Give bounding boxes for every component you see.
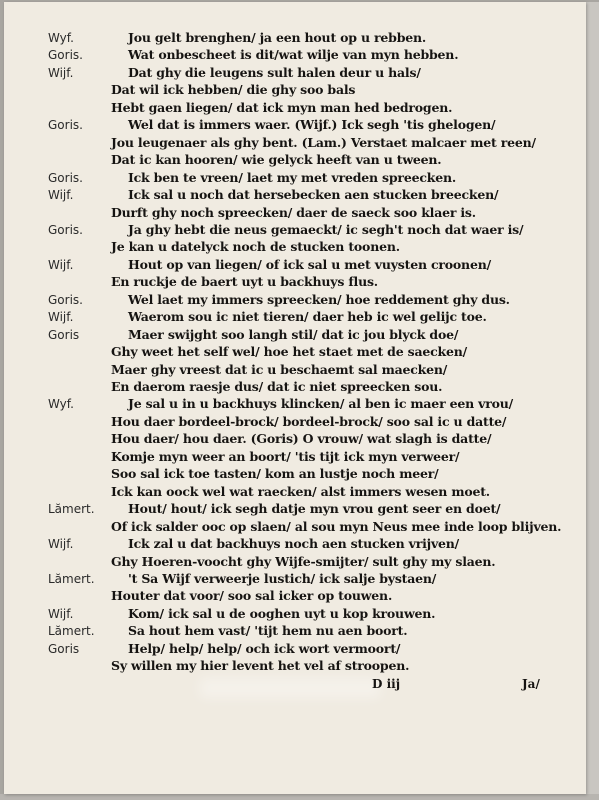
verse-text: Jou leugenaer als ghy bent. (Lam.) Verstaet malcaer met reen/ (111, 134, 536, 150)
verse-text: Dat ic kan hooren/ wie gelyck heeft van u tween. (111, 152, 442, 168)
dialogue-line (4, 187, 586, 204)
verse-text: Wel dat is immers waer. (Wijf.) Ick segh 'tis ghelogen/ (128, 117, 496, 133)
speaker-label: Lămert. (48, 571, 95, 586)
verse-text: Wat onbescheet is dit/wat wilje van myn hebben. (128, 47, 459, 63)
dialogue-line (4, 170, 586, 187)
dialogue-line (4, 222, 586, 239)
dialogue-line (4, 362, 586, 379)
dialogue-line (4, 135, 586, 152)
dialogue-line (4, 449, 586, 466)
dialogue-line (4, 484, 586, 501)
verse-text: Ick ben te vreen/ laet my met vreden spreecken. (128, 169, 456, 185)
verse-text: Ick sal u noch dat hersebecken aen stucken breecken/ (128, 187, 499, 203)
dialogue-line (4, 82, 586, 99)
dialogue-line (4, 466, 586, 483)
verse-text: Durft ghy noch spreecken/ daer de saeck soo klaer is. (111, 204, 476, 220)
dialogue-line (4, 536, 586, 553)
dialogue-line (4, 588, 586, 605)
verse-text: En daerom raesje dus/ dat ic niet spreecken sou. (111, 379, 443, 394)
verse-text: Waerom sou ic niet tieren/ daer heb ic wel gelijc toe. (128, 309, 487, 325)
dialogue-line (4, 641, 586, 658)
speaker-label: Lămert. (48, 624, 95, 639)
verse-text: Dat wil ick hebben/ die ghy soo bals (111, 82, 356, 98)
speaker-label: Goris. (48, 170, 83, 185)
verse-text: Hout/ hout/ ick segh datje myn vrou gent seer en doet/ (128, 501, 501, 517)
dialogue-line (4, 501, 586, 518)
dialogue-line (4, 100, 586, 117)
dialogue-line (4, 30, 586, 47)
verse-text: Sa hout hem vast/ 'tijt hem nu aen boort. (128, 623, 408, 639)
dialogue-line (4, 117, 586, 134)
signature-mark: D iij (372, 677, 401, 691)
verse-text: Soo sal ick toe tasten/ kom an lustje noch meer/ (111, 466, 439, 482)
speaker-label: Wijf. (48, 257, 74, 272)
verse-text: Wel laet my immers spreecken/ hoe reddement ghy dus. (128, 291, 510, 307)
verse-text: Maer ghy vreest dat ic u beschaemt sal maecken/ (111, 361, 448, 377)
dialogue-line (4, 205, 586, 222)
dialogue-line (4, 519, 586, 536)
verse-text: Of ick salder ooc op slaen/ al sou myn Neus mee inde loop blijven. (111, 518, 562, 534)
verse-text: Hou daer/ hou daer. (Goris) O vrouw/ wat slagh is datte/ (111, 431, 492, 447)
verse-text: Ghy Hoeren-voocht ghy Wijfe-smijter/ sult ghy my slaen. (111, 553, 496, 569)
verse-text: Dat ghy die leugens sult halen deur u hals/ (128, 64, 421, 80)
verse-text: Jou gelt brenghen/ ja een hout op u rebben. (128, 30, 427, 45)
speaker-label: Lămert. (48, 502, 95, 517)
verse-text: Hou daer bordeel-brock/ bordeel-brock/ soo sal ic u datte/ (111, 413, 507, 429)
dialogue-line (4, 431, 586, 448)
dialogue-line (4, 623, 586, 640)
verse-text: 't Sa Wijf verweerje lustich/ ick salje bystaen/ (128, 570, 437, 586)
verse-text: Ick kan oock wel wat raecken/ alst immers wesen moet. (111, 483, 490, 499)
verse-text: Hout op van liegen/ of ick sal u met vuysten croonen/ (128, 256, 491, 272)
speaker-label: Wijf. (48, 537, 74, 552)
verse-text: En ruckje de baert uyt u backhuys flus. (111, 274, 378, 290)
speaker-label: Wijf. (48, 188, 74, 203)
verse-text: Ick zal u dat backhuys noch aen stucken vrijven/ (128, 536, 460, 552)
verse-text: Ja ghy hebt die neus gemaeckt/ ic segh't noch dat waer is/ (128, 221, 524, 237)
verse-text: Sy willen my hier levent het vel af stroopen. (111, 658, 410, 674)
speaker-label: Goris (48, 327, 80, 342)
speaker-label: Wijf. (48, 310, 74, 325)
dialogue-line (4, 606, 586, 623)
dialogue-line (4, 327, 586, 344)
speaker-label: Goris (48, 641, 80, 656)
dialogue-line (4, 571, 586, 588)
verse-text: Komje myn weer an boort/ 'tis tijt ick myn verweer/ (111, 448, 460, 464)
dialogue-line (4, 65, 586, 82)
verse-text: Houter dat voor/ soo sal icker op touwen. (111, 588, 393, 604)
speaker-label: Wijf. (48, 65, 74, 80)
verse-text: Hebt gaen liegen/ dat ick myn man hed bedrogen. (111, 99, 453, 115)
dialogue-line (4, 292, 586, 309)
page-footer (4, 677, 586, 695)
dialogue-line (4, 414, 586, 431)
dialogue-line (4, 344, 586, 361)
dialogue-line (4, 274, 586, 291)
speaker-label: Goris. (48, 118, 83, 133)
dialogue-line (4, 658, 586, 675)
dialogue-line (4, 396, 586, 413)
verse-text: Kom/ ick sal u de ooghen uyt u kop krouwen. (128, 605, 436, 621)
verse-text: Je kan u datelyck noch de stucken toonen. (111, 239, 400, 255)
dialogue-line (4, 47, 586, 64)
verse-text: Ghy weet het self wel/ hoe het staet met de saecken/ (111, 344, 467, 360)
dialogue-line (4, 379, 586, 396)
speaker-label: Wijf. (48, 606, 74, 621)
verse-text: Help/ help/ help/ och ick wort vermoort/ (128, 640, 401, 656)
dialogue-line (4, 239, 586, 256)
speaker-label: Goris. (48, 48, 83, 63)
verse-text: Maer swijght soo langh stil/ dat ic jou blyck doe/ (128, 326, 459, 342)
dialogue-line (4, 554, 586, 571)
speaker-label: Goris. (48, 292, 83, 307)
dialogue-line (4, 152, 586, 169)
catchword: Ja/ (522, 677, 540, 691)
verse-text: Je sal u in u backhuys klincken/ al ben ic maer een vrou/ (128, 396, 513, 412)
adjacent-page-edge (586, 2, 599, 800)
speaker-label: Wyf. (48, 31, 74, 45)
dialogue-line (4, 257, 586, 274)
dialogue-line (4, 309, 586, 326)
speaker-label: Wyf. (48, 397, 74, 412)
book-page (4, 2, 586, 794)
scan-background (0, 794, 599, 800)
speaker-label: Goris. (48, 222, 83, 237)
